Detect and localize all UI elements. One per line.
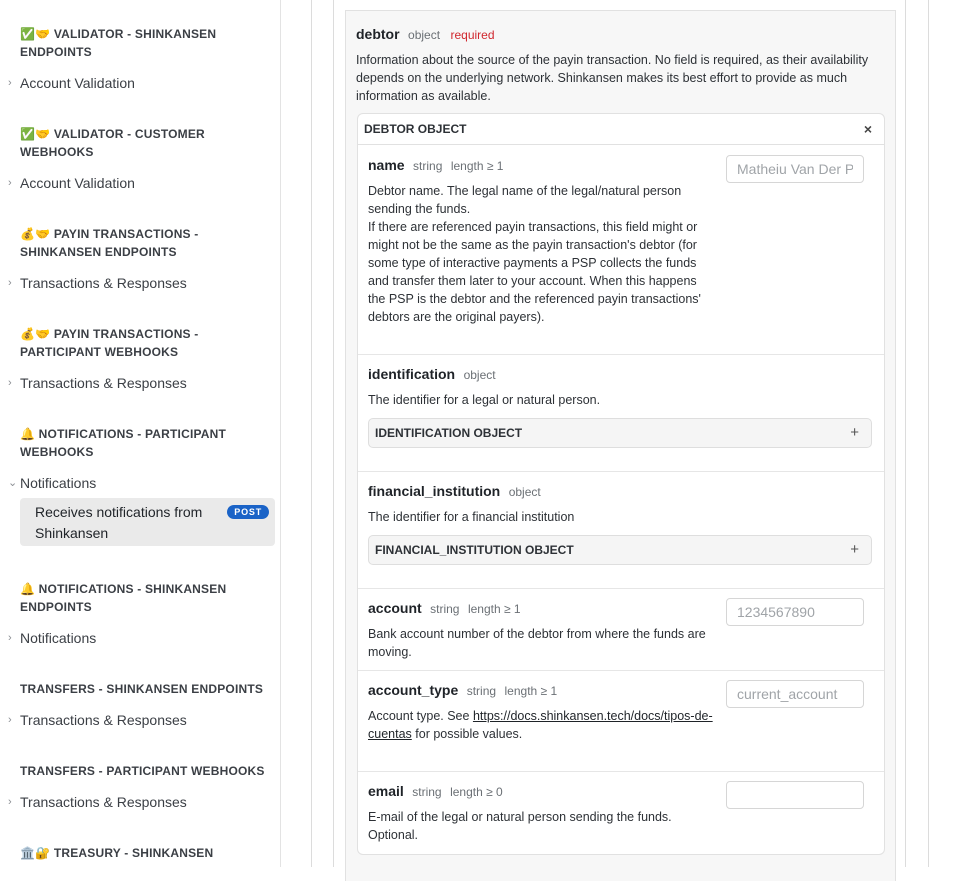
field-description: The identifier for a financial institution [368, 510, 575, 524]
debtor-param-card [345, 10, 896, 881]
sidebar-item-label: Account Validation [20, 75, 135, 91]
identification-object-toggle[interactable] [368, 418, 872, 448]
field-row-account [358, 588, 884, 671]
sidebar-item-transactions-responses[interactable] [8, 272, 273, 294]
object-header [358, 114, 884, 145]
field-type: string [430, 602, 460, 616]
sidebar-item-label: Notifications [20, 630, 97, 646]
chevron-right-icon: › [8, 632, 12, 644]
debtor-title-row [356, 26, 495, 44]
section-treasury-shinkansen: 🏛️🔐 TREASURY - SHINKANSEN [20, 846, 214, 860]
field-row-email [358, 771, 884, 854]
field-constraint: length ≥ 1 [504, 684, 558, 698]
sidebar-item-account-validation[interactable] [8, 72, 273, 94]
sidebar-item-receives-notifications[interactable] [20, 498, 275, 546]
field-constraint: length ≥ 1 [450, 159, 504, 173]
panel-border [905, 0, 906, 867]
param-description: Information about the source of the payin transaction. No field is required, as their availability depends on the underlying network. Shinkansen makes its best effort to provide as much information as available. [356, 53, 869, 103]
chevron-right-icon: › [8, 714, 12, 726]
field-row-name [358, 145, 884, 355]
field-type: string [466, 684, 497, 698]
param-name: debtor [356, 26, 400, 42]
method-badge: POST [227, 505, 269, 519]
sidebar-item-label: Transactions & Responses [20, 712, 187, 728]
field-label: account_type [368, 682, 459, 698]
sub-object-title: IDENTIFICATION OBJECT [375, 426, 523, 440]
required-badge: required [450, 28, 495, 42]
field-row-financial-institution [358, 471, 884, 589]
field-label: financial_institution [368, 483, 501, 499]
field-constraint: length ≥ 0 [450, 785, 503, 799]
field-description-text: Account type. See [368, 709, 470, 723]
section-validator-shinkansen-endpoints: ✅🤝 VALIDATOR - SHINKANSEN ENDPOINTS [20, 27, 217, 59]
sidebar-item-transactions-responses[interactable] [8, 709, 273, 731]
sidebar-item-label: Transactions & Responses [20, 275, 187, 291]
account-type-input[interactable] [726, 680, 864, 708]
sidebar-item-notifications[interactable] [8, 472, 273, 494]
panel-border [311, 0, 312, 867]
debtor-object-panel [357, 113, 885, 855]
sidebar-item-label: Transactions & Responses [20, 375, 187, 391]
field-constraint: length ≥ 1 [467, 602, 521, 616]
field-description-text: for possible values. [415, 727, 523, 741]
field-label: identification [368, 366, 456, 382]
field-description-line: Debtor name. The legal name of the legal/natural person sending the funds. [368, 184, 682, 216]
field-label: account [368, 600, 422, 616]
section-notifications-shinkansen-endpoints: 🔔 NOTIFICATIONS - SHINKANSEN ENDPOINTS [20, 582, 227, 614]
chevron-right-icon: › [8, 277, 12, 289]
param-type: object [408, 28, 441, 42]
field-type: string [412, 785, 442, 799]
chevron-right-icon: › [8, 796, 12, 808]
section-transfers-shinkansen-endpoints: TRANSFERS - SHINKANSEN ENDPOINTS [20, 682, 264, 696]
field-label: name [368, 157, 405, 173]
field-row-account-type [358, 670, 884, 772]
chevron-right-icon: › [8, 177, 12, 189]
field-description: E-mail of the legal or natural person sending the funds. Optional. [368, 810, 672, 842]
panel-border [333, 0, 334, 867]
sidebar-item-notifications[interactable] [8, 627, 273, 649]
account-types-link[interactable]: https://docs.shinkansen.tech/docs/tipos-de-cuentas [368, 709, 713, 741]
email-input[interactable] [726, 781, 864, 809]
sidebar-item-account-validation[interactable] [8, 172, 273, 194]
financial-institution-object-toggle[interactable] [368, 535, 872, 565]
panel-border [928, 0, 929, 867]
section-validator-customer-webhooks: ✅🤝 VALIDATOR - CUSTOMER WEBHOOKS [20, 127, 205, 159]
field-type: string [413, 159, 443, 173]
object-header-title: DEBTOR OBJECT [364, 122, 467, 136]
sidebar-item-label: Receives notifications from Shinkansen [35, 504, 203, 541]
sidebar-item-label: Notifications [20, 475, 97, 491]
plus-icon: + [850, 424, 859, 441]
field-row-identification [358, 354, 884, 472]
sidebar-item-transactions-responses[interactable] [8, 791, 273, 813]
field-description: Bank account number of the debtor from where the funds are moving. [368, 627, 706, 659]
section-notifications-participant-webhooks: 🔔 NOTIFICATIONS - PARTICIPANT WEBHOOKS [20, 427, 227, 459]
section-payin-shinkansen-endpoints: 💰🤝 PAYIN TRANSACTIONS - SHINKANSEN ENDPOINTS [20, 227, 199, 259]
chevron-down-icon: ⌄ [8, 477, 18, 489]
field-type: object [508, 485, 541, 499]
sidebar-nav [0, 0, 281, 867]
field-description [368, 707, 713, 743]
close-icon[interactable]: × [863, 121, 872, 137]
account-input[interactable] [726, 598, 864, 626]
name-input[interactable] [726, 155, 864, 183]
plus-icon: + [850, 541, 859, 558]
field-description-line: If there are referenced payin transactions, this field might or might not be the same as the payin transaction's debtor (for some type of interactive payments a PSP collects the funds and transfer them later to your account. When this happens the PSP is the debtor and the referenced payin transactions' debtors are the original payers). [368, 220, 701, 324]
field-type: object [463, 368, 496, 382]
chevron-right-icon: › [8, 77, 12, 89]
sidebar-item-label: Account Validation [20, 175, 135, 191]
field-description: The identifier for a legal or natural person. [368, 393, 601, 407]
field-description [368, 182, 713, 326]
sidebar-item-label: Transactions & Responses [20, 794, 187, 810]
section-payin-participant-webhooks: 💰🤝 PAYIN TRANSACTIONS - PARTICIPANT WEBHOOKS [20, 327, 199, 359]
section-transfers-participant-webhooks: TRANSFERS - PARTICIPANT WEBHOOKS [20, 764, 265, 778]
sub-object-title: FINANCIAL_INSTITUTION OBJECT [375, 543, 574, 557]
field-label: email [368, 783, 404, 799]
sidebar-item-transactions-responses[interactable] [8, 372, 273, 394]
chevron-right-icon: › [8, 377, 12, 389]
